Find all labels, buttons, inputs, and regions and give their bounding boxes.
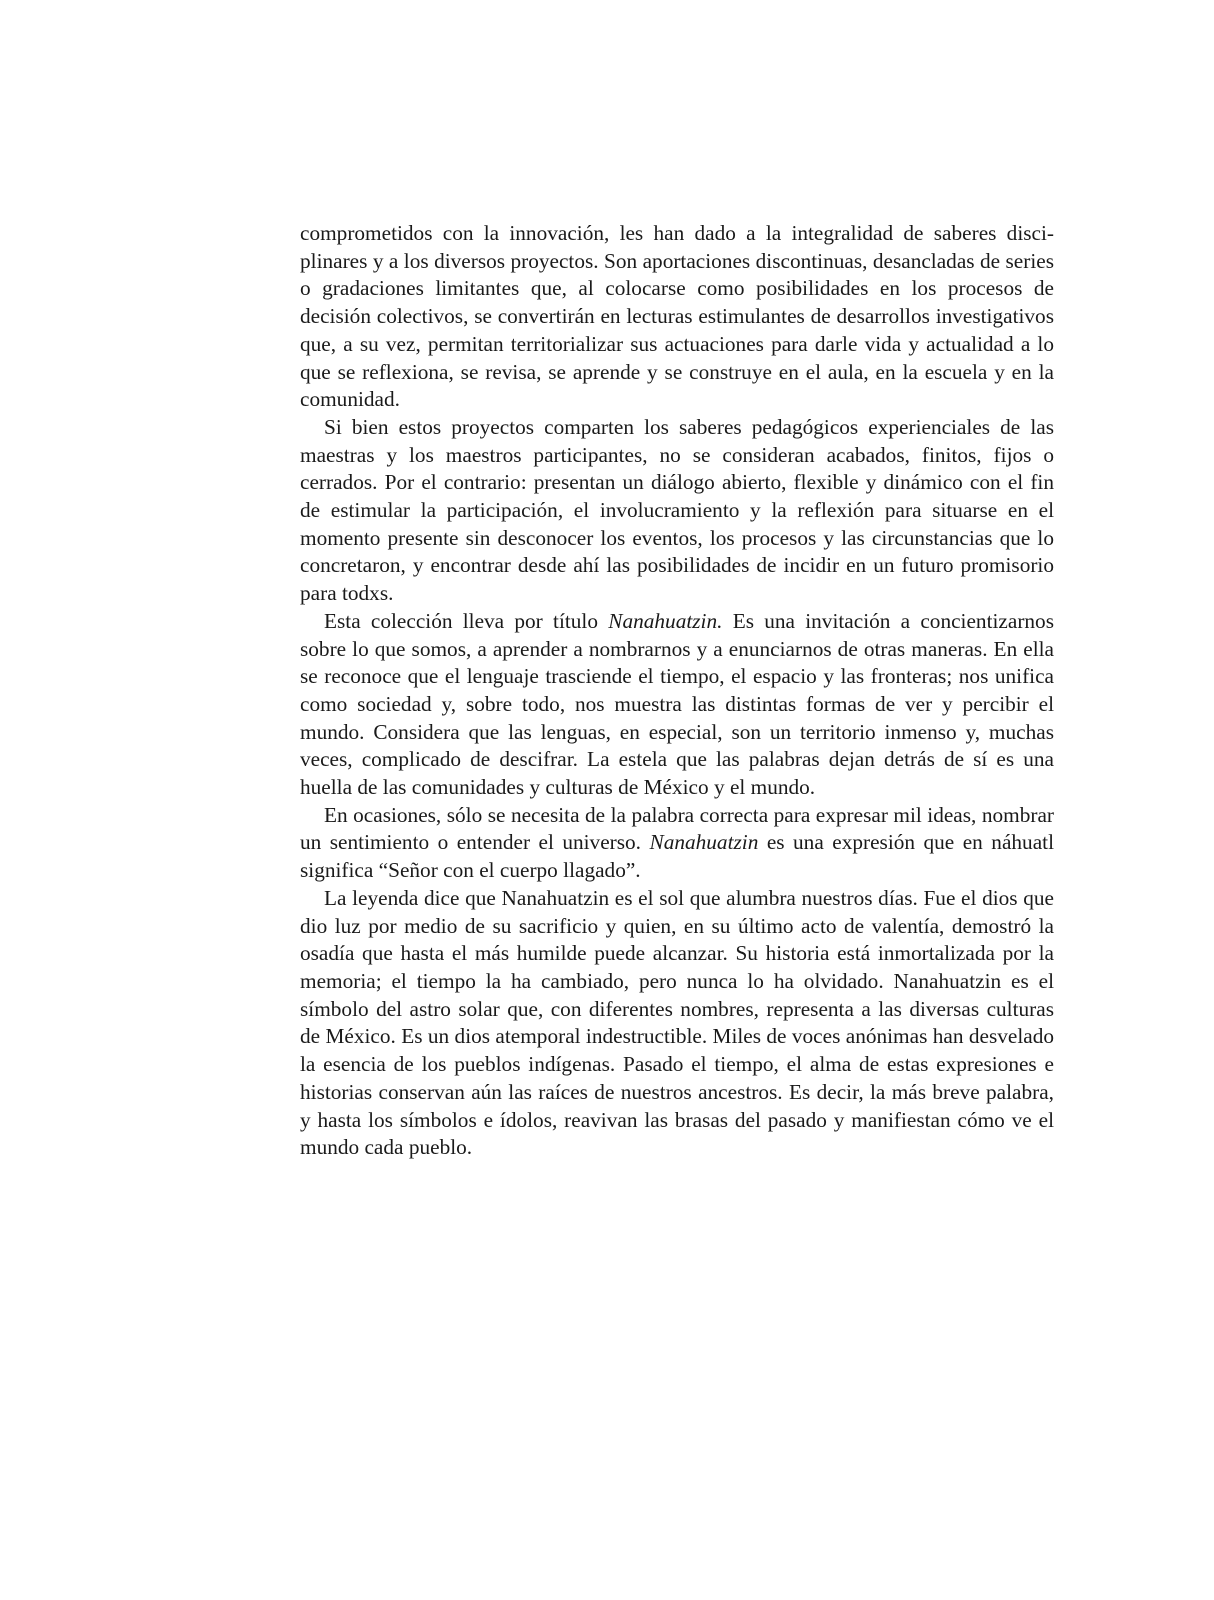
paragraph-2 — [300, 414, 1054, 608]
paragraph-3 — [300, 608, 1054, 802]
paragraph-5 — [300, 885, 1054, 1162]
nanahuatzin-italic: Nanahuatzin — [649, 830, 759, 855]
collection-title-italic: Nanahuatzin. — [608, 608, 723, 633]
paragraph-3-text-b: Es una invitación a concientizarnos sobre lo que somos, a aprender a nombrarnos y a enunciarnos de otras maneras. En ella se reconoce que el lenguaje trasciende el tiempo, el espacio y las fronteras; nos unifica como sociedad y, sobre todo, nos muestra las distintas formas de ver y percibir el mundo. Considera que las lenguas, en especial, son un territorio inmenso y, muchas veces, complicado de descifrar. La estela que las palabras dejan detrás de sí es una huella de las comunidades y culturas de México y el mundo. — [300, 608, 1054, 800]
paragraph-5-text: La leyenda dice que Nanahuatzin es el sol que alumbra nuestros días. Fue el dios que dio luz por medio de su sacrificio y quien, en su último acto de valentía, demostró la osadía que hasta el más humilde puede alcanzar. Su historia está inmortalizada por la memoria; el tiempo la ha cambiado, pero nunca lo ha olvidado. Nanahuatzin es el símbolo del astro solar que, con diferentes nombres, representa a las diversas culturas de México. Es un dios atemporal indestructible. Miles de voces anónimas han desvelado la esencia de los pueblos indígenas. Pasado el tiempo, el alma de estas expresiones e historias conservan aún las raíces de nuestros ancestros. Es decir, la más breve palabra, y hasta los símbolos e ídolos, reavivan las brasas del pasado y manifiestan cómo ve el mundo cada pueblo. — [300, 885, 1054, 1160]
paragraph-4-text-a: En ocasiones, sólo se necesita de la palabra correcta para expresar mil ideas, nombrar un sentimiento o entender el universo. — [300, 802, 1054, 855]
paragraph-3-text-a: Esta colección lleva por título — [324, 608, 609, 633]
paragraph-1 — [300, 220, 1054, 414]
paragraph-4-text-b: es una expresión que en náhuatl significa “Señor con el cuerpo llagado”. — [300, 830, 1054, 883]
body-text — [300, 220, 1054, 1162]
paragraph-1-text: comprometidos con la innovación, les han dado a la integralidad de saberes disciplinares y a los diversos proyectos. Son aportaciones discontinuas, desancladas de series o gradaciones limitantes que, al colocarse como posibilidades en los procesos de decisión colectivos, se convertirán en lecturas estimulantes de desarrollos investigativos que, a su vez, permitan territorializar sus actuaciones para darle vida y actualidad a lo que se reflexiona, se revisa, se aprende y se construye en el aula, en la escuela y en la comunidad. — [300, 221, 1054, 412]
paragraph-2-text: Si bien estos proyectos comparten los saberes pedagógicos experienciales de las maestras y los maestros participantes, no se consideran acabados, finitos, fijos o cerrados. Por el contrario: presentan un diálogo abierto, flexible y dinámico con el fin de estimular la participación, el involucramiento y la reflexión para situarse en el momento presente sin desconocer los eventos, los procesos y las circunstancias que lo concretaron, y encontrar desde ahí las posibilidades de incidir en un futuro promisorio para todxs. — [300, 414, 1054, 606]
paragraph-4 — [300, 802, 1054, 885]
